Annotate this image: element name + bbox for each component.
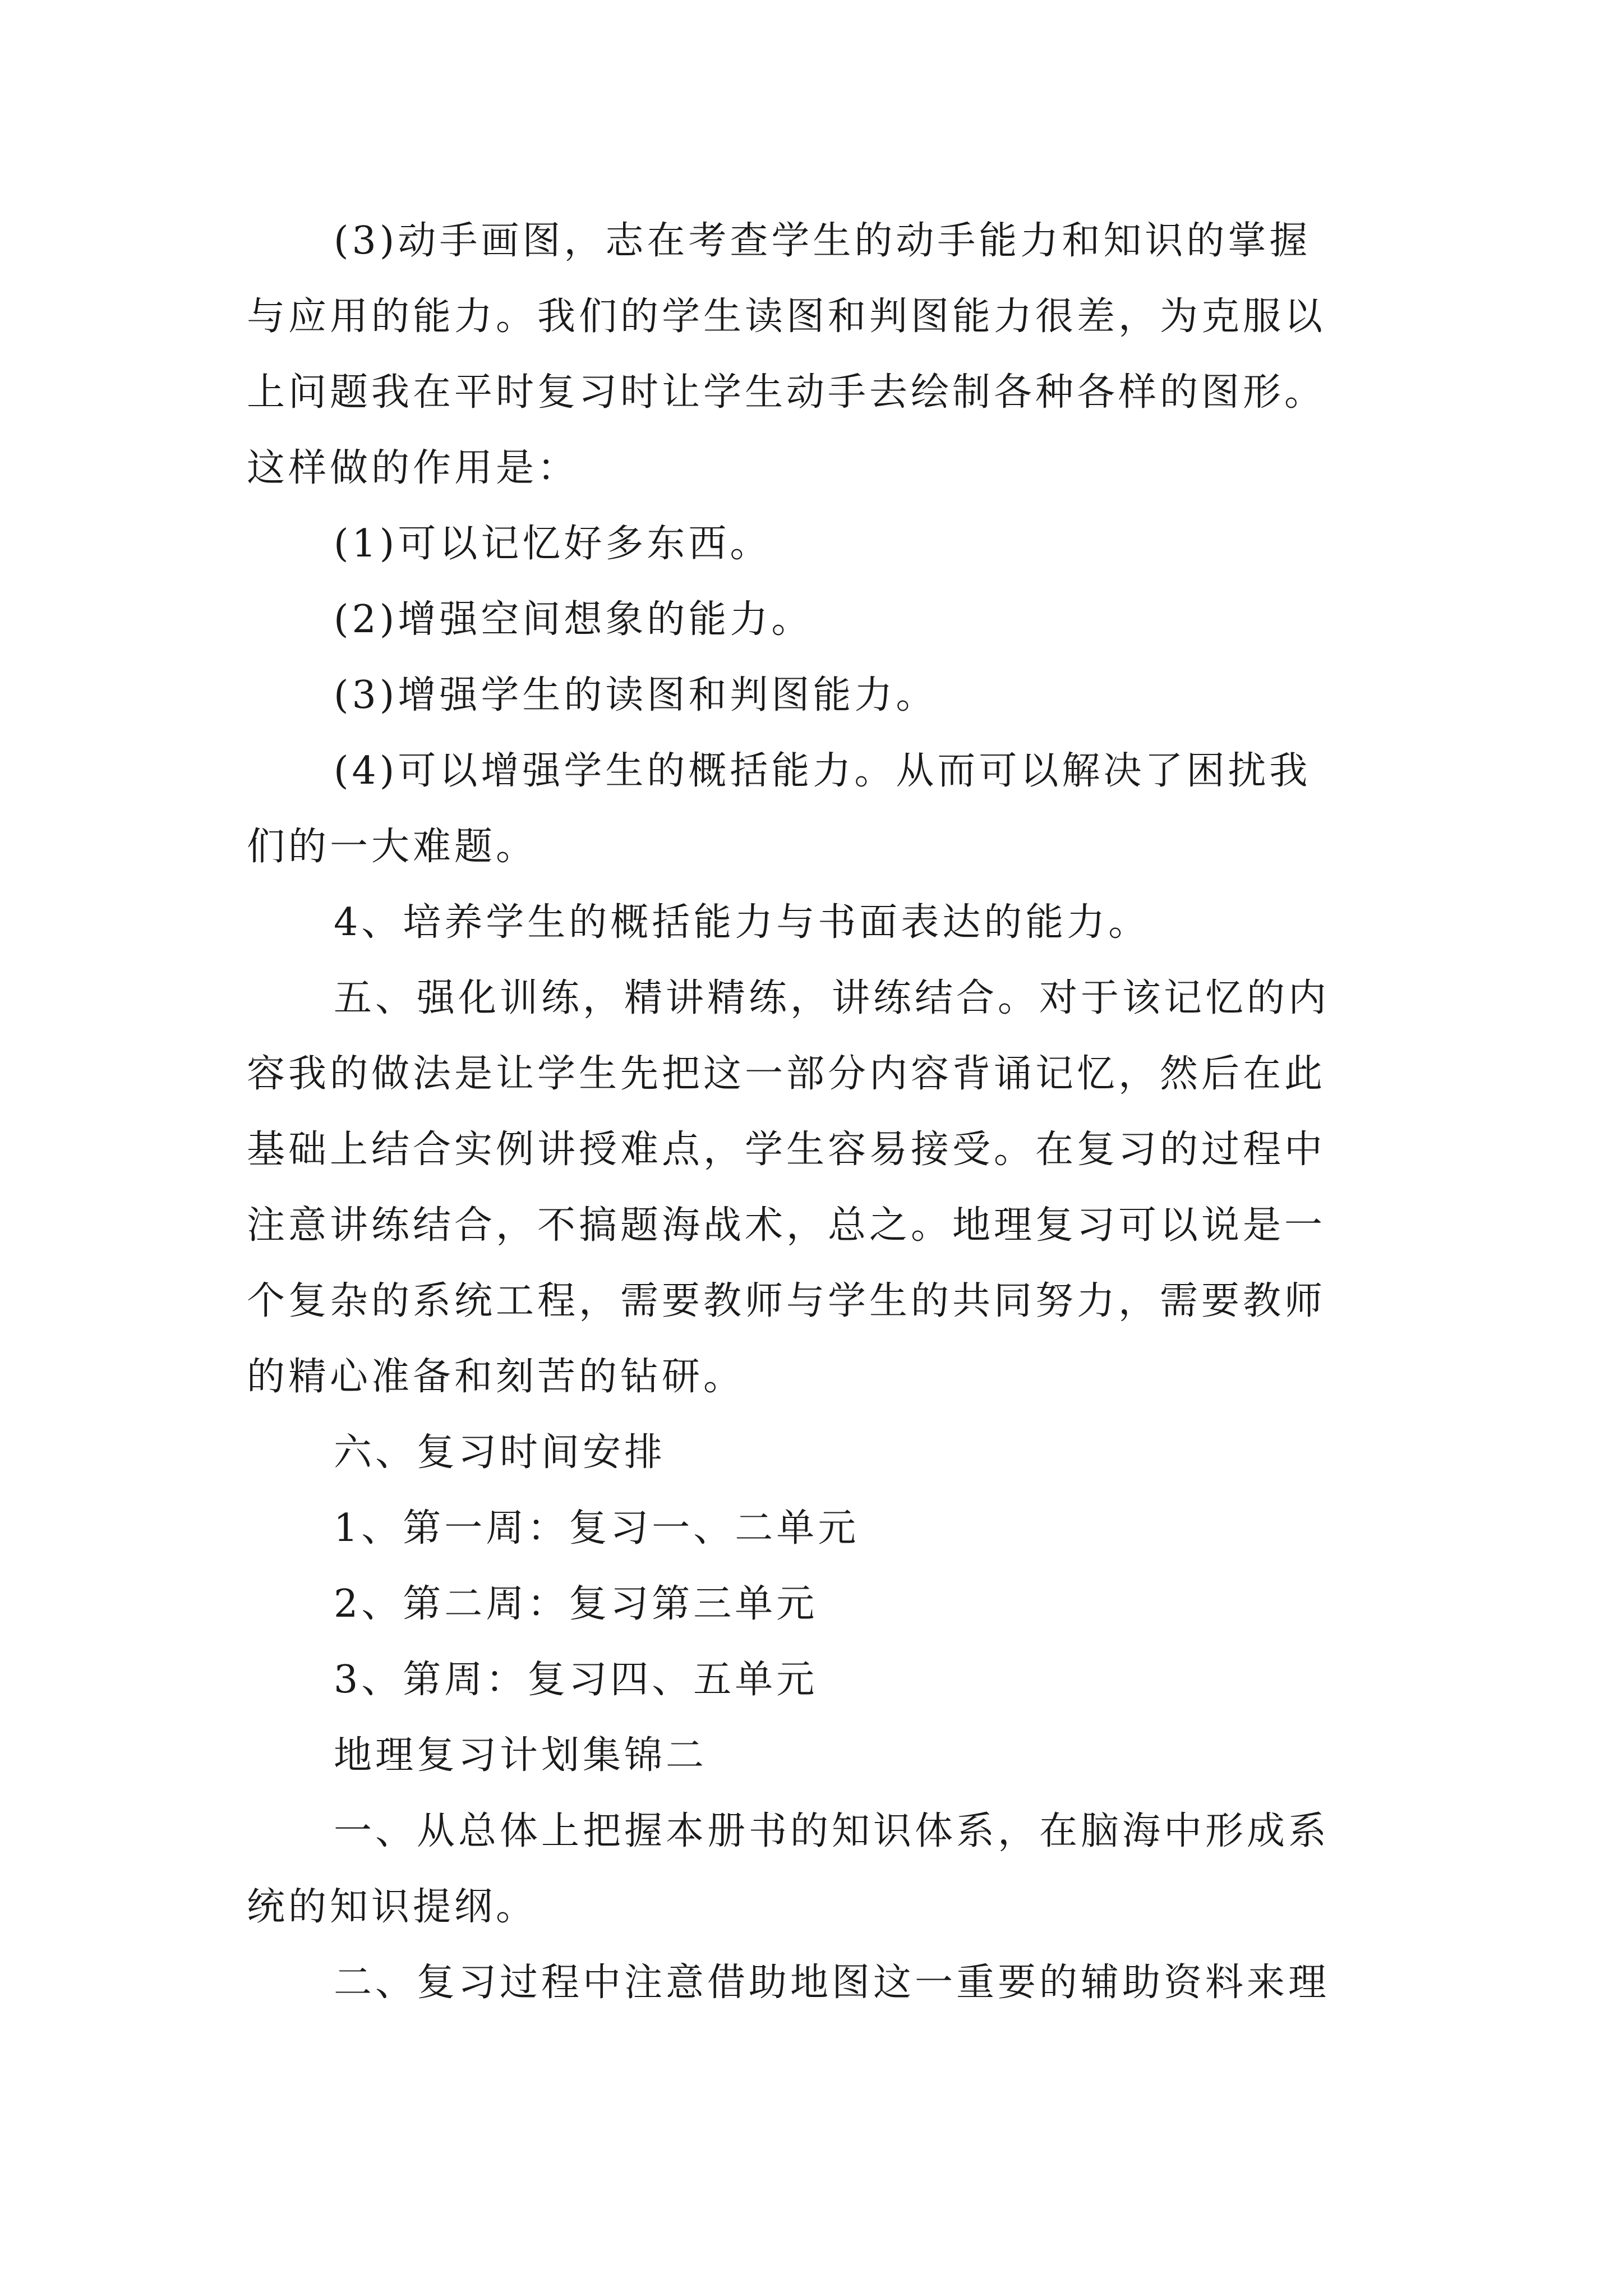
text-line: 个复杂的系统工程，需要教师与学生的共同努力，需要教师 (247, 1279, 1326, 1323)
schedule-item: 3、第周：复习四、五单元 (334, 1658, 818, 1702)
text-line: 统的知识提纲。 (247, 1885, 538, 1929)
text-line: 上问题我在平时复习时让学生动手去绘制各种各样的图形。 (247, 370, 1326, 415)
section-heading: 六、复习时间安排 (334, 1430, 666, 1475)
text-line: 的精心准备和刻苦的钻研。 (247, 1355, 745, 1399)
schedule-item: 2、第二周：复习第三单元 (334, 1582, 818, 1626)
document-subtitle: 地理复习计划集锦二 (334, 1733, 708, 1778)
text-line: 注意讲练结合，不搞题海战术，总之。地理复习可以说是一 (247, 1203, 1326, 1248)
text-line: (1)可以记忆好多东西。 (334, 522, 772, 566)
text-line: 五、强化训练，精讲精练，讲练结合。对于该记忆的内 (334, 976, 1330, 1020)
text-line: 与应用的能力。我们的学生读图和判图能力很差，为克服以 (247, 295, 1326, 339)
text-line: 这样做的作用是： (247, 446, 579, 490)
text-line: (3)动手画图，志在考查学生的动手能力和知识的掌握 (334, 219, 1311, 263)
text-line: (3)增强学生的读图和判图能力。 (334, 673, 938, 717)
text-line: 4、培养学生的概括能力与书面表达的能力。 (334, 900, 1150, 945)
text-line: 二、复习过程中注意借助地图这一重要的辅助资料来理 (334, 1961, 1330, 2005)
text-line: 一、从总体上把握本册书的知识体系，在脑海中形成系 (334, 1809, 1330, 1853)
text-line: 们的一大难题。 (247, 825, 538, 869)
schedule-item: 1、第一周：复习一、二单元 (334, 1506, 860, 1550)
text-line: 容我的做法是让学生先把这一部分内容背诵记忆，然后在此 (247, 1052, 1326, 1096)
text-line: 基础上结合实例讲授难点，学生容易接受。在复习的过程中 (247, 1128, 1326, 1172)
text-line: (4)可以增强学生的概括能力。从而可以解决了困扰我 (334, 749, 1311, 793)
text-line: (2)增强空间想象的能力。 (334, 597, 813, 642)
